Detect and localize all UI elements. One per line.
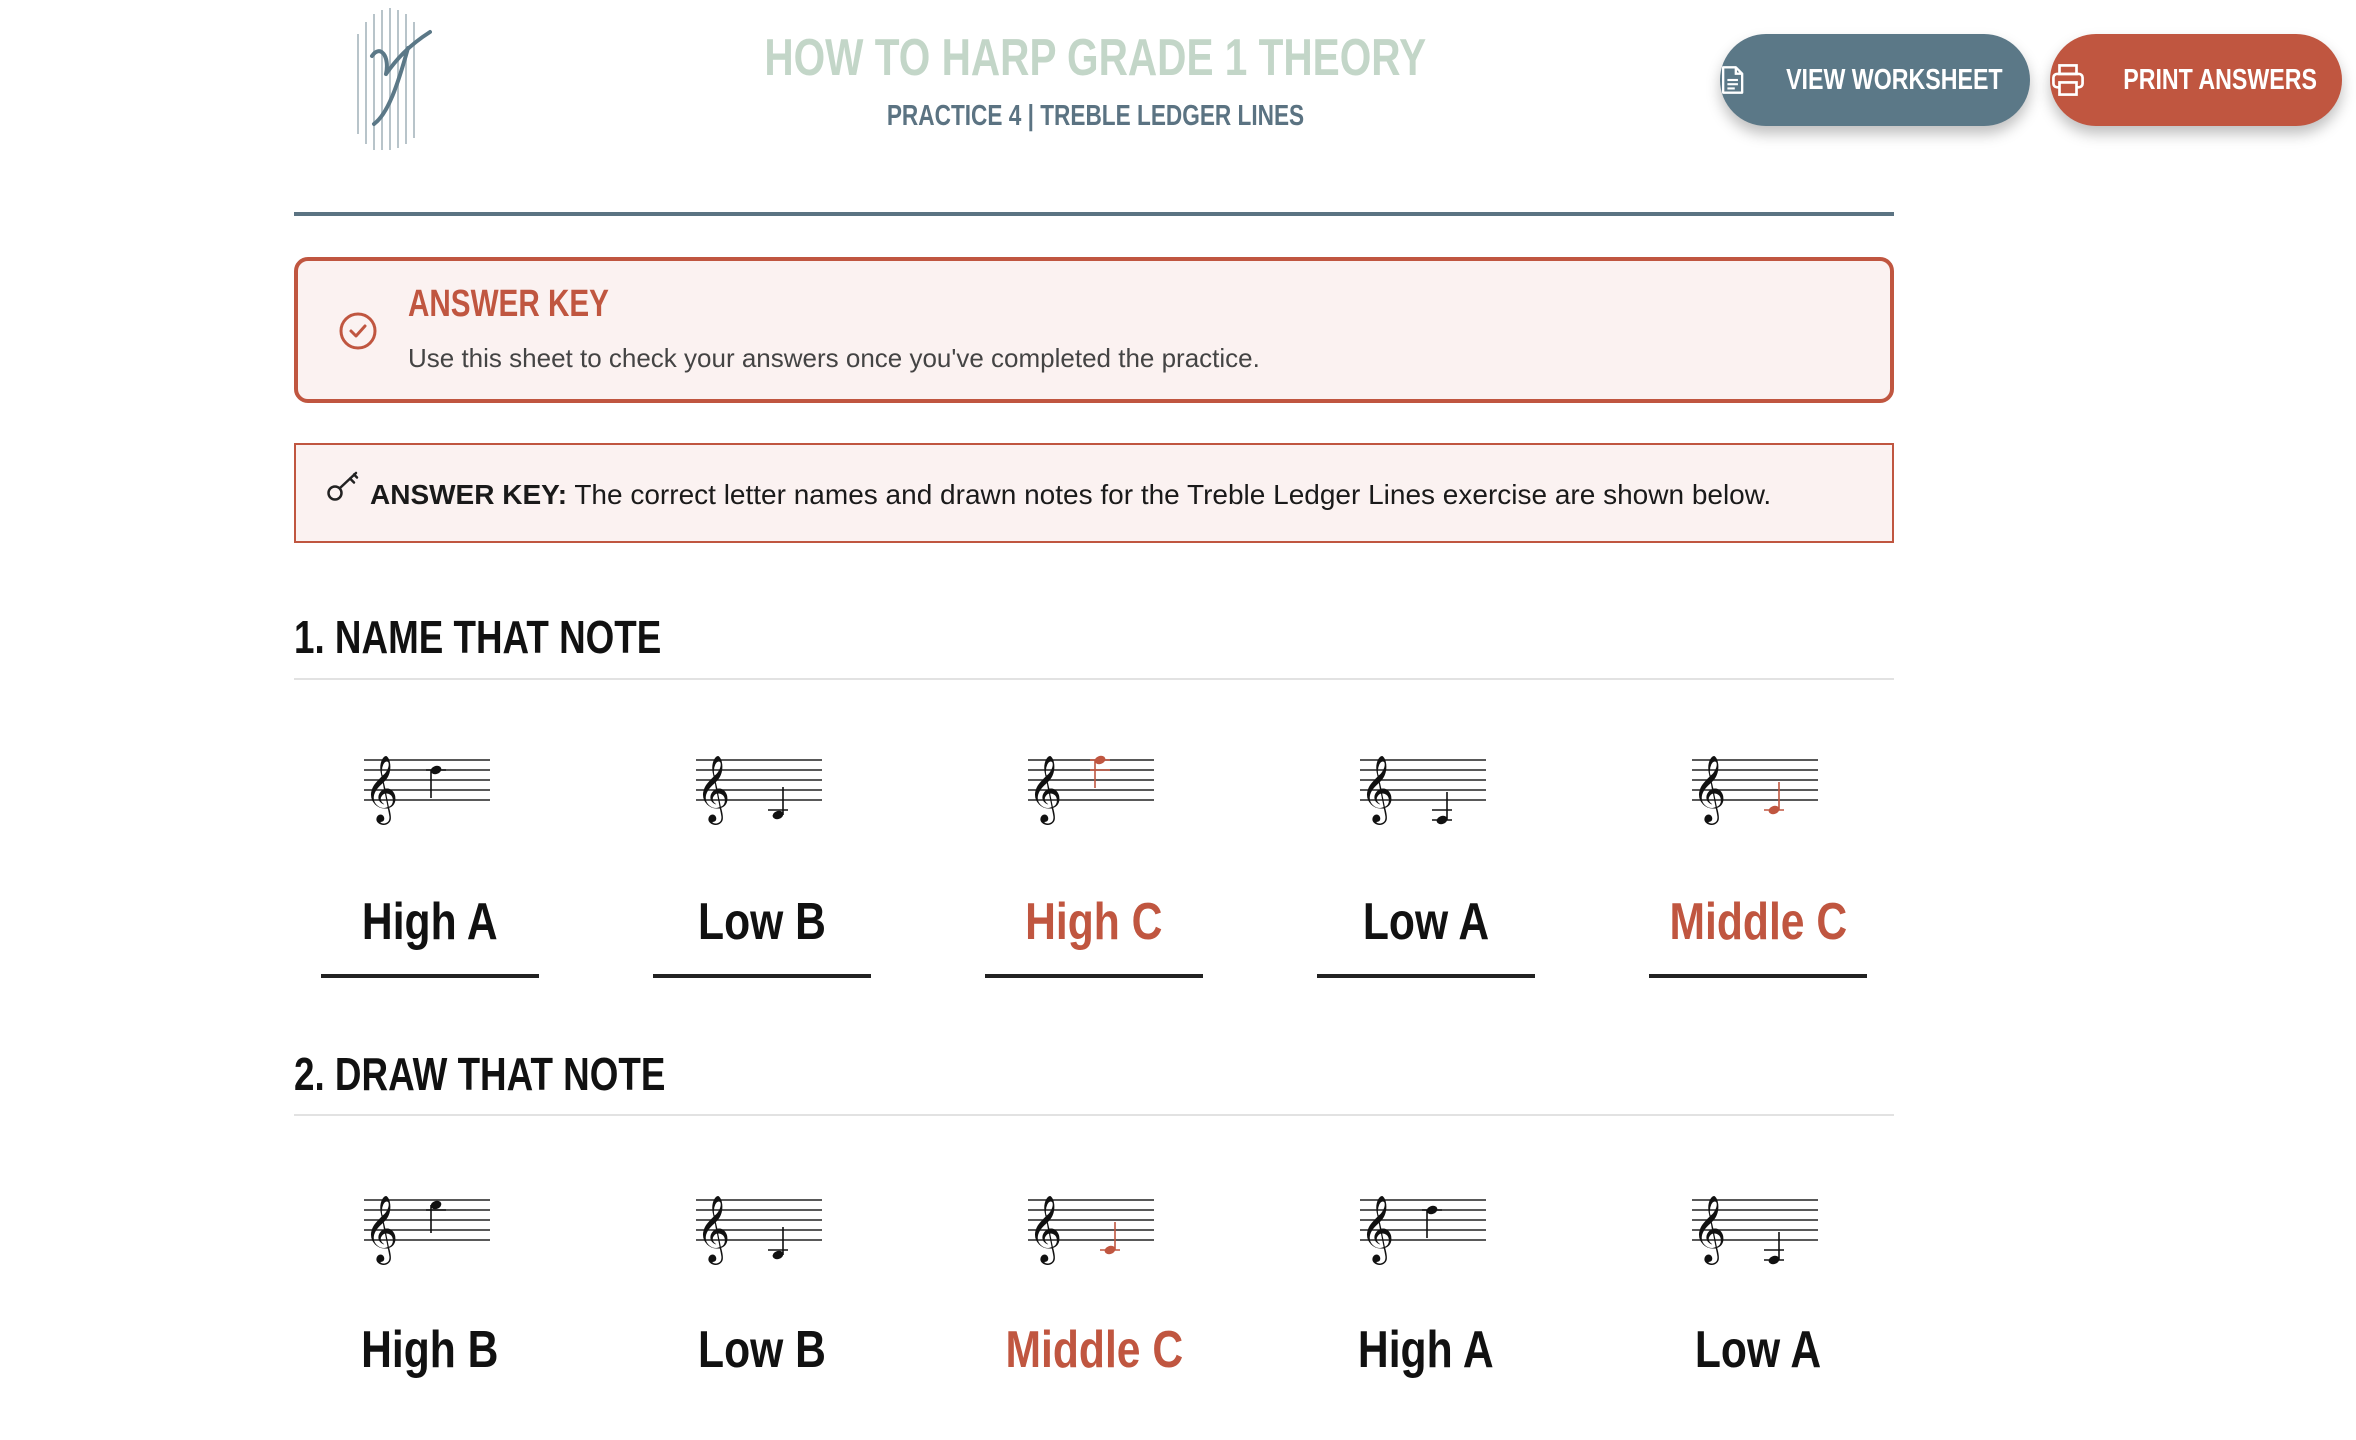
treble-clef-icon: 𝄞	[1360, 1194, 1395, 1262]
section1-answer-line-2	[653, 974, 871, 978]
section2-note-label-4: High A	[1358, 1321, 1494, 1379]
note-body: The correct letter names and drawn notes for the Treble Ledger Lines exercise are shown below.	[574, 479, 1772, 510]
treble-clef-icon: 𝄞	[1692, 1194, 1727, 1262]
section2-note-label-2: Low B	[698, 1321, 826, 1379]
document-icon	[1720, 63, 1745, 97]
section1-answer-line-4	[1317, 974, 1535, 978]
treble-staff-icon	[1024, 730, 1164, 830]
treble-staff-icon	[360, 730, 500, 830]
treble-clef-icon: 𝄞	[364, 1194, 399, 1262]
section1-note-label-1: High A	[362, 893, 498, 951]
section2-staff-5	[1688, 1170, 1988, 1270]
note-text	[370, 479, 1771, 511]
key-icon	[326, 469, 362, 505]
treble-staff-icon	[1356, 1170, 1496, 1270]
print-answers-label: PRINT ANSWERS	[2123, 63, 2317, 96]
print-answers-button[interactable]	[2050, 34, 2342, 126]
view-worksheet-label: VIEW WORKSHEET	[1786, 63, 2003, 96]
page-title: HOW TO HARP GRADE 1 THEORY	[764, 29, 1426, 87]
treble-staff-icon	[1688, 730, 1828, 830]
answer-key-note	[294, 443, 1894, 543]
treble-staff-icon	[1024, 1170, 1164, 1270]
treble-clef-icon: 𝄞	[1360, 754, 1395, 822]
section1-staff-4	[1356, 730, 1656, 830]
section2-staff-3	[1024, 1170, 1324, 1270]
page-subtitle: PRACTICE 4 | TREBLE LEDGER LINES	[886, 100, 1304, 132]
treble-staff-icon	[360, 1170, 500, 1270]
section2-staff-2	[692, 1170, 992, 1270]
section1-note-label-2: Low B	[698, 893, 826, 951]
treble-staff-icon	[692, 730, 832, 830]
banner-description: Use this sheet to check your answers once you've completed the practice.	[408, 343, 1260, 373]
answer-key-banner	[294, 257, 1894, 403]
view-worksheet-button[interactable]	[1720, 34, 2030, 126]
section1-answer-line-5	[1649, 974, 1867, 978]
note-label: ANSWER KEY:	[370, 479, 568, 510]
treble-clef-icon: 𝄞	[1028, 1194, 1063, 1262]
section2-staff-4	[1356, 1170, 1656, 1270]
treble-clef-icon: 𝄞	[1028, 754, 1063, 822]
section-1-title: 1. NAME THAT NOTE	[294, 611, 662, 663]
section2-staff-1	[360, 1170, 660, 1270]
treble-clef-icon: 𝄞	[696, 754, 731, 822]
section1-staff-2	[692, 730, 992, 830]
section1-note-label-5: Middle C	[1669, 893, 1847, 951]
section-1-divider	[294, 678, 1894, 680]
section-2-divider	[294, 1114, 1894, 1116]
section1-staff-5	[1688, 730, 1988, 830]
treble-staff-icon	[1688, 1170, 1828, 1270]
treble-clef-icon: 𝄞	[696, 1194, 731, 1262]
section-2-title: 2. DRAW THAT NOTE	[294, 1048, 666, 1100]
check-circle-icon	[338, 311, 378, 351]
section1-staff-3	[1024, 730, 1324, 830]
section2-note-label-1: High B	[361, 1321, 499, 1379]
section1-note-label-3: High C	[1025, 893, 1163, 951]
treble-staff-icon	[1356, 730, 1496, 830]
section2-note-label-5: Low A	[1694, 1321, 1822, 1379]
banner-title: ANSWER KEY	[408, 283, 609, 325]
section1-note-label-4: Low A	[1362, 893, 1490, 951]
section1-answer-line-3	[985, 974, 1203, 978]
header-divider	[294, 212, 1894, 216]
printer-icon	[2051, 63, 2085, 97]
treble-staff-icon	[692, 1170, 832, 1270]
treble-clef-icon: 𝄞	[1692, 754, 1727, 822]
section1-answer-line-1	[321, 974, 539, 978]
section2-note-label-3: Middle C	[1005, 1321, 1183, 1379]
treble-clef-icon: 𝄞	[364, 754, 399, 822]
section1-staff-1	[360, 730, 660, 830]
